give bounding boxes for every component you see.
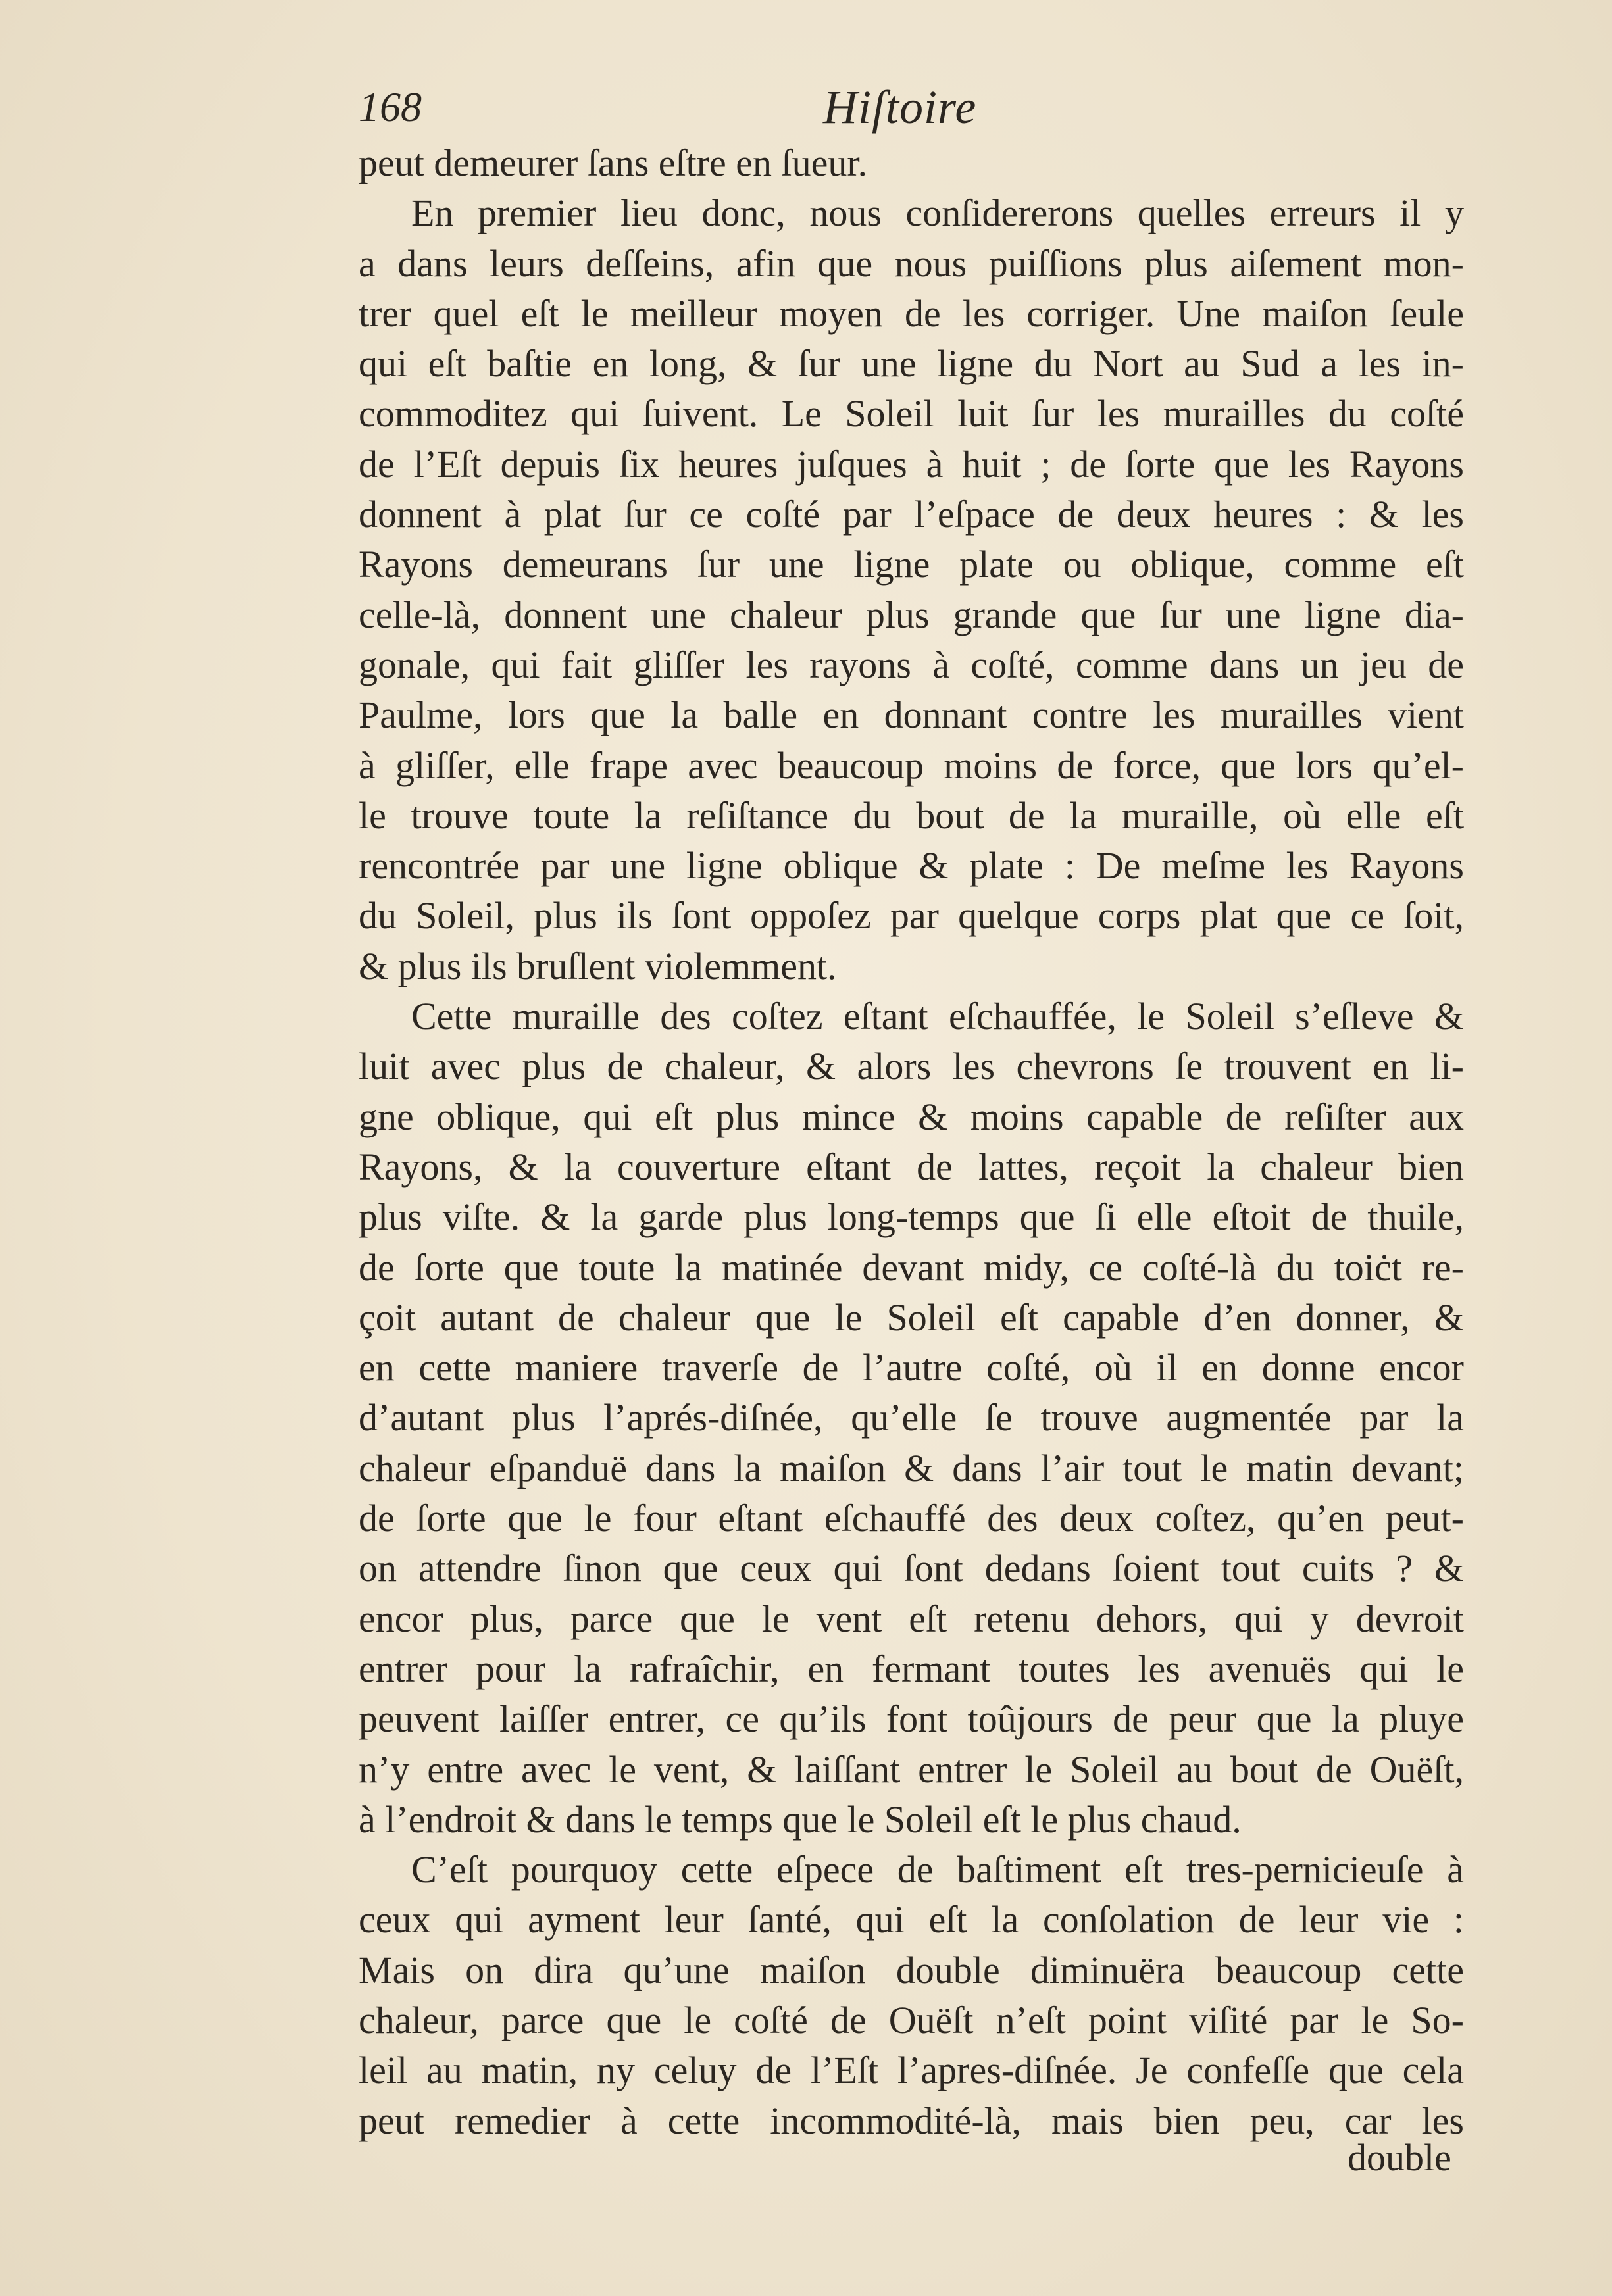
text-line: à l’endroit & dans le temps que le Soleil eſt le plus chaud. (359, 1797, 1242, 1841)
text-line: donnent à plat ſur ce coſté par l’eſpace de deux heures : & les (359, 493, 1464, 536)
running-head (359, 78, 1477, 137)
text-line: chaleur, parce que le coſté de Ouëſt n’eſt point viſité par le So- (359, 1998, 1464, 2041)
text-line: peuvent laiſſer entrer, ce qu’ils font toûjours de peur que la pluye (359, 1697, 1464, 1741)
catchword: double (1348, 2136, 1451, 2179)
text-line: gonale, qui fait gliſſer les rayons à coſté, comme dans un jeu de (359, 643, 1464, 686)
text-line: de ſorte que le four eſtant eſchauffé des deux coſtez, qu’en peut- (359, 1497, 1464, 1540)
text-line: commoditez qui ſuivent. Le Soleil luit ſur les murailles du coſté (359, 392, 1464, 436)
text-line: chaleur eſpanduë dans la maiſon & dans l’air tout le matin devant; (359, 1446, 1464, 1489)
text-line: on attendre ſinon que ceux qui ſont dedans ſoient tout cuits ? & (359, 1547, 1464, 1590)
text-line: d’autant plus l’aprés-diſnée, qu’elle ſe trouve augmentée par la (359, 1396, 1464, 1439)
text-line: peut remedier à cette incommodité-là, mais bien peu, car les (359, 2099, 1464, 2142)
text-line: çoit autant de chaleur que le Soleil eſt capable d’en donner, & (359, 1295, 1464, 1339)
page-number: 168 (359, 84, 422, 130)
text-line: Cette muraille des coſtez eſtant eſchauffée, le Soleil s’eſleve & (411, 995, 1464, 1038)
text-line: Rayons demeurans ſur une ligne plate ou oblique, comme eſt (359, 543, 1464, 586)
text-line: luit avec plus de chaleur, & alors les chevrons ſe trouvent en li- (359, 1045, 1464, 1088)
text-line: Paulme, lors que la balle en donnant contre les murailles vient (359, 693, 1464, 737)
running-title: Hiſtoire (823, 81, 977, 134)
text-line: a dans leurs deſſeins, afin que nous puiſſions plus aiſement mon- (359, 241, 1464, 285)
text-line: leil au matin, ny celuy de l’Eſt l’apres-diſnée. Je confeſſe que cela (359, 2049, 1464, 2092)
text-line: n’y entre avec le vent, & laiſſant entrer le Soleil au bout de Ouëſt, (359, 1747, 1464, 1791)
text-line: plus viſte. & la garde plus long-temps que ſi elle eſtoit de thuile, (359, 1195, 1464, 1239)
text-line: à gliſſer, elle frape avec beaucoup moins de force, que lors qu’el- (359, 743, 1464, 787)
text-line: ceux qui ayment leur ſanté, qui eſt la conſolation de leur vie : (359, 1898, 1464, 1941)
text-line: trer quel eſt le meilleur moyen de les corriger. Une maiſon ſeule (359, 291, 1464, 335)
text-line: rencontrée par une ligne oblique & plate : De meſme les Rayons (359, 844, 1464, 887)
text-line: gne oblique, qui eſt plus mince & moins capable de reſiſter aux (359, 1095, 1464, 1138)
text-line: du Soleil, plus ils ſont oppoſez par quelque corps plat que ce ſoit, (359, 894, 1464, 937)
text-line: celle-là, donnent une chaleur plus grande que ſur une ligne dia- (359, 593, 1464, 636)
text-line: qui eſt baſtie en long, & ſur une ligne du Nort au Sud a les in- (359, 342, 1464, 386)
text-line: le trouve toute la reſiſtance du bout de la muraille, où elle eſt (359, 793, 1464, 837)
text-line: encor plus, parce que le vent eſt retenu dehors, qui y devroit (359, 1597, 1464, 1640)
text-line: peut demeurer ſans eſtre en ſueur. (359, 141, 868, 184)
text-line: de ſorte que toute la matinée devant midy, ce coſté-là du toiċt re- (359, 1245, 1464, 1289)
text-line: & plus ils bruſlent violemment. (359, 944, 837, 987)
text-line: C’eſt pourquoy cette eſpece de baſtiment eſt tres-pernicieuſe à (411, 1848, 1464, 1891)
text-line: En premier lieu donc, nous conſidererons quelles erreurs il y (411, 191, 1464, 235)
text-line: Mais on dira qu’une maiſon double diminuëra beaucoup cette (359, 1948, 1464, 1991)
text-line: de l’Eſt depuis ſix heures juſques à huit ; de ſorte que les Rayons (359, 442, 1464, 486)
body-text (359, 138, 1464, 2146)
text-line: Rayons, & la couverture eſtant de lattes, reçoit la chaleur bien (359, 1145, 1464, 1188)
text-line: en cette maniere traverſe de l’autre coſté, où il en donne encor (359, 1346, 1464, 1389)
text-line: entrer pour la rafraîchir, en fermant toutes les avenuës qui le (359, 1647, 1464, 1690)
